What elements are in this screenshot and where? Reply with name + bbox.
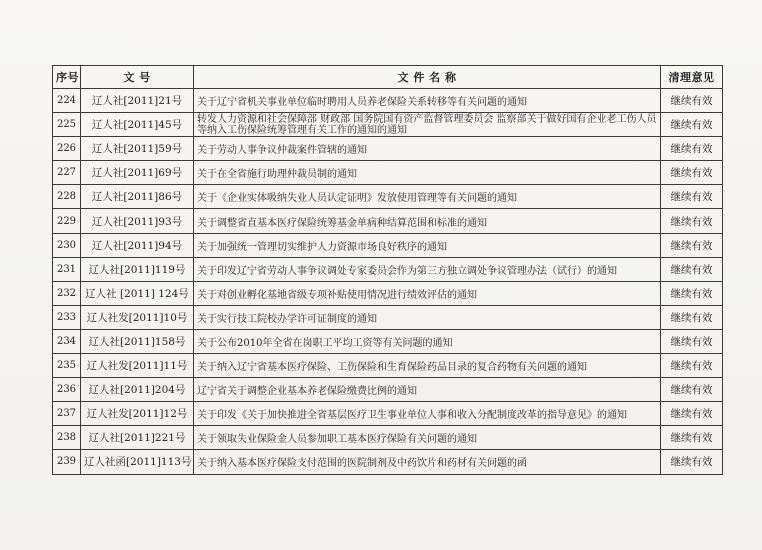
table-row: [53, 426, 723, 450]
document-title: 关于劳动人事争议仲裁案件管辖的通知: [194, 137, 661, 161]
row-number: 227: [53, 161, 81, 185]
table-row: [53, 378, 723, 402]
document-title: 关于辽宁省机关事业单位临时聘用人员养老保险关系转移等有关问题的通知: [194, 89, 661, 113]
row-number: 238: [53, 426, 81, 450]
document-title: 转发人力资源和社会保障部 财政部 国务院国有资产监督管理委员会 监察部关于做好国有企业老工伤人员等纳入工伤保险统筹管理有关工作的通知的通知: [194, 113, 661, 137]
table-row: [53, 137, 723, 161]
table-row: [53, 354, 723, 378]
row-number: 233: [53, 305, 81, 329]
table-row: [53, 257, 723, 281]
document-number: 辽人社发[2011]11号: [81, 354, 194, 378]
document-number: 辽人社[2011]94号: [81, 233, 194, 257]
document-number: 辽人社[2011]45号: [81, 113, 194, 137]
row-number: 225: [53, 113, 81, 137]
document-number: 辽人社[2011]204号: [81, 378, 194, 402]
cleanup-opinion: 继续有效: [661, 329, 723, 353]
cleanup-opinion: 继续有效: [661, 378, 723, 402]
document-title: 关于实行技工院校办学许可证制度的通知: [194, 305, 661, 329]
document-title: 关于纳入基本医疗保险支付范围的医院制剂及中药饮片和药材有关问题的函: [194, 450, 661, 474]
cleanup-opinion: 继续有效: [661, 281, 723, 305]
document-number: 辽人社[2011]21号: [81, 89, 194, 113]
document-title: 关于调整省直基本医疗保险统筹基金单病种结算范围和标准的通知: [194, 209, 661, 233]
row-number: 232: [53, 281, 81, 305]
table-row: [53, 89, 723, 113]
document-title: 关于在全省施行助理仲裁员制的通知: [194, 161, 661, 185]
document-number: 辽人社[2011]93号: [81, 209, 194, 233]
table-row: [53, 329, 723, 353]
table-row: [53, 185, 723, 209]
document-number: 辽人社 [2011] 124号: [81, 281, 194, 305]
document-title: 关于《企业实体吸纳失业人员认定证明》发放使用管理等有关问题的通知: [194, 185, 661, 209]
document-number: 辽人社[2011]119号: [81, 257, 194, 281]
row-number: 231: [53, 257, 81, 281]
cleanup-opinion: 继续有效: [661, 354, 723, 378]
header-no: 序号: [53, 66, 81, 89]
row-number: 235: [53, 354, 81, 378]
header-opinion: 清理意见: [661, 66, 723, 89]
document-title: 关于加强统一管理切实维护人力资源市场良好秩序的通知: [194, 233, 661, 257]
header-doc-no: 文 号: [81, 66, 194, 89]
row-number: 237: [53, 402, 81, 426]
cleanup-opinion: 继续有效: [661, 137, 723, 161]
table-row: [53, 161, 723, 185]
row-number: 239: [53, 450, 81, 474]
table-row: [53, 305, 723, 329]
table-row: [53, 209, 723, 233]
document-title: 关于领取失业保险金人员参加职工基本医疗保险有关问题的通知: [194, 426, 661, 450]
table-row: [53, 402, 723, 426]
row-number: 226: [53, 137, 81, 161]
table-row: [53, 233, 723, 257]
cleanup-opinion: 继续有效: [661, 233, 723, 257]
document-number: 辽人社发[2011]12号: [81, 402, 194, 426]
document-title: 关于纳入辽宁省基本医疗保险、工伤保险和生育保险药品目录的复合药物有关问题的通知: [194, 354, 661, 378]
cleanup-opinion: 继续有效: [661, 209, 723, 233]
cleanup-opinion: 继续有效: [661, 450, 723, 474]
document-number: 辽人社发[2011]10号: [81, 305, 194, 329]
row-number: 228: [53, 185, 81, 209]
row-number: 230: [53, 233, 81, 257]
document-number: 辽人社[2011]69号: [81, 161, 194, 185]
cleanup-opinion: 继续有效: [661, 402, 723, 426]
table-body: [53, 89, 723, 475]
document-number: 辽人社[2011]221号: [81, 426, 194, 450]
cleanup-opinion: 继续有效: [661, 161, 723, 185]
cleanup-opinion: 继续有效: [661, 305, 723, 329]
document-number: 辽人社[2011]59号: [81, 137, 194, 161]
cleanup-opinion: 继续有效: [661, 89, 723, 113]
document-table: [52, 65, 723, 475]
cleanup-opinion: 继续有效: [661, 426, 723, 450]
document-title: 关于公布2010年全省在岗职工平均工资等有关问题的通知: [194, 329, 661, 353]
document-title: 关于对创业孵化基地省级专项补贴使用情况进行绩效评估的通知: [194, 281, 661, 305]
row-number: 224: [53, 89, 81, 113]
table-header-row: [53, 66, 723, 89]
cleanup-opinion: 继续有效: [661, 185, 723, 209]
table-row: [53, 450, 723, 474]
row-number: 229: [53, 209, 81, 233]
document-number: 辽人社[2011]86号: [81, 185, 194, 209]
table-row: [53, 281, 723, 305]
cleanup-opinion: 继续有效: [661, 257, 723, 281]
document-title: 关于印发辽宁省劳动人事争议调处专家委员会作为第三方独立调处争议管理办法（试行）的通知: [194, 257, 661, 281]
document-title: 关于印发《关于加快推进全省基层医疗卫生事业单位人事和收入分配制度改革的指导意见》的通知: [194, 402, 661, 426]
cleanup-opinion: 继续有效: [661, 113, 723, 137]
header-title: 文 件 名 称: [194, 66, 661, 89]
document-number: 辽人社[2011]158号: [81, 329, 194, 353]
row-number: 234: [53, 329, 81, 353]
document-number: 辽人社函[2011]113号: [81, 450, 194, 474]
row-number: 236: [53, 378, 81, 402]
table-row: [53, 113, 723, 137]
document-title: 辽宁省关于调整企业基本养老保险缴费比例的通知: [194, 378, 661, 402]
